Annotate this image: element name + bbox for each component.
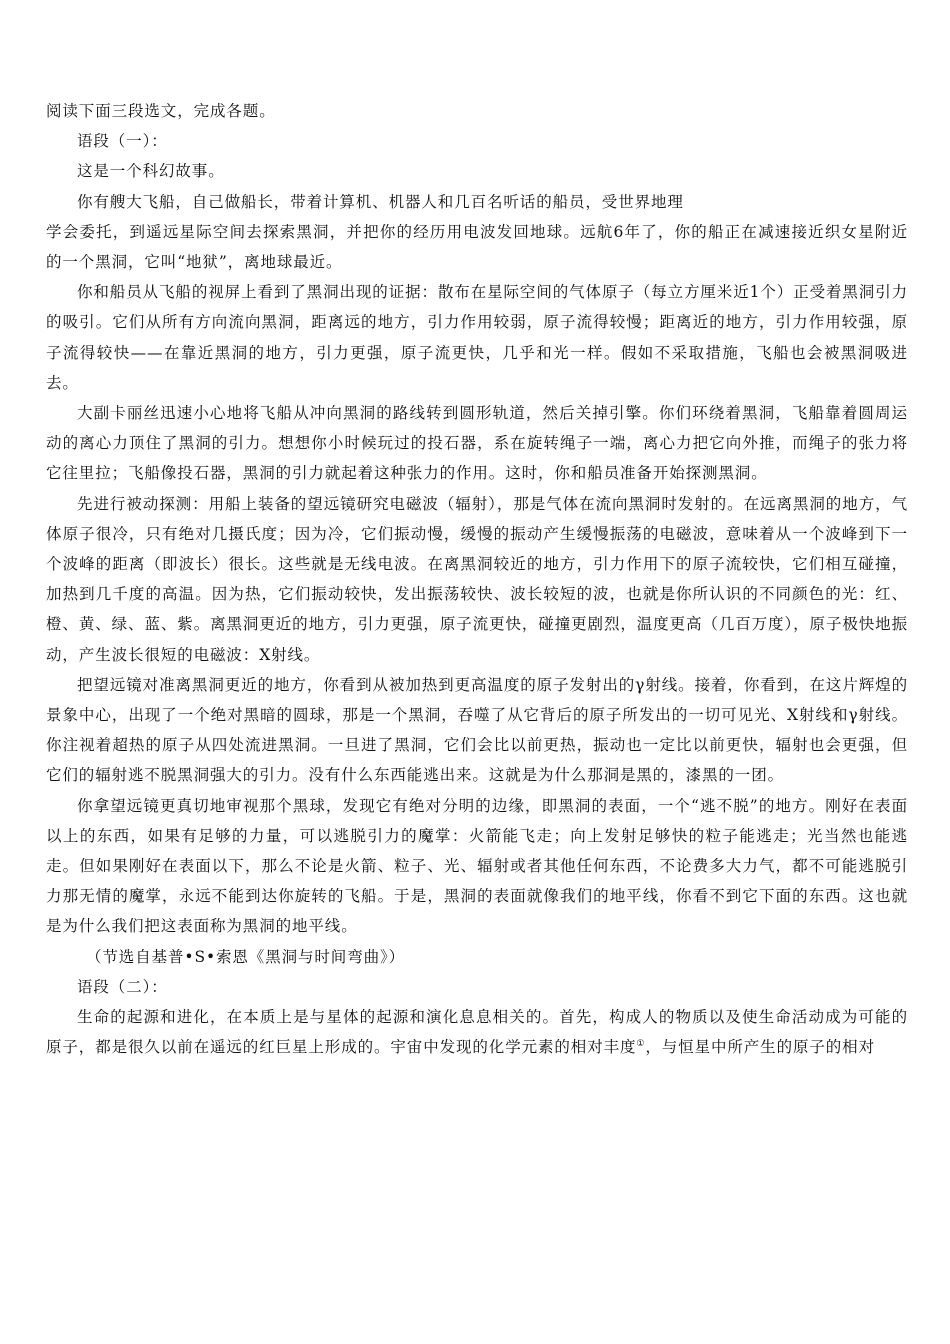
section1-heading: 语段（一）：: [77, 132, 168, 151]
instruction: 阅读下面三段选文，完成各题。: [46, 102, 276, 120]
paragraph: 先进行被动探测：用船上装备的望远镜研究电磁波（辐射），那是气体在流向黑洞时发射的。在远离黑洞的地方，气体原子很冷，只有绝对几摄氏度；因为冷，它们振动慢，缓慢的振动产生缓慢振荡的电磁波，意味着从一个波峰到下一个波峰的距离（即波长）很长。这些就是无线电波。在离黑洞较近的地方，引力作用下的原子流较快，它们相互碰撞，加热到几千度的高温。因为热，它们振动较快，发出振荡较快、波长较短的波，也就是你所认识的不同颜色的光：红、橙、黄、绿、蓝、紫。离黑洞更近的地方，引力更强，原子流更快，碰撞更剧烈，温度更高（几百万度），原子极快地振动，产生波长很短的电磁波：X射线。: [46, 494, 908, 664]
footnote-marker: ①: [636, 1039, 646, 1050]
document-body: [46, 96, 908, 1063]
source-citation: （节选自基普•S•索恩《黑洞与时间弯曲》）: [86, 947, 406, 966]
section2-heading: 语段（二）：: [77, 977, 168, 996]
paragraph: [46, 1002, 908, 1062]
paragraph: 这是一个科幻故事。: [77, 162, 225, 181]
paragraph: 你拿望远镜更真切地审视那个黑球，发现它有绝对分明的边缘，即黑洞的表面，一个“逃不脱”的地方。刚好在表面以上的东西，如果有足够的力量，可以逃脱引力的魔掌：火箭能飞走；向上发射足够快的粒子能逃走；光当然也能逃走。但如果刚好在表面以下，那么不论是火箭、粒子、光、辐射或者其他任何东西，不论费多大力气，都不可能逃脱引力那无情的魔掌，永远不能到达你旋转的飞船。于是，黑洞的表面就像我们的地平线，你看不到它下面的东西。这也就是为什么我们把这表面称为黑洞的地平线。: [46, 796, 908, 936]
paragraph: 把望远镜对准离黑洞更近的地方，你看到从被加热到更高温度的原子发射出的γ射线。接着，你看到，在这片辉煌的景象中心，出现了一个绝对黑暗的圆球，那是一个黑洞，吞噬了从它背后的原子所发出的一切可见光、X射线和γ射线。你注视着超热的原子从四处流进黑洞。一旦进了黑洞，它们会比以前更热，振动也一定比以前更快，辐射也会更强，但它们的辐射逃不脱黑洞强大的引力。没有什么东西能逃出来。这就是为什么那洞是黑的，漆黑的一团。: [46, 675, 908, 785]
paragraph-text: 生命的起源和进化，在本质上是与星体的起源和演化息息相关的。首先，构成人的物质以及使生命活动成为可能的原子，都是很久以前在遥远的红巨星上形成的。宇宙中发现的化学元素的相对丰度: [46, 1008, 908, 1057]
paragraph: 你和船员从飞船的视屏上看到了黑洞出现的证据：散布在星际空间的气体原子（每立方厘米近1个）正受着黑洞引力的吸引。它们从所有方向流向黑洞，距离远的地方，引力作用较弱，原子流得较慢；距离近的地方，引力作用较强，原子流得较快——在靠近黑洞的地方，引力更强，原子流更快，几乎和光一样。假如不采取措施，飞船也会被黑洞吸进去。: [46, 283, 908, 392]
paragraph: 大副卡丽丝迅速小心地将飞船从冲向黑洞的路线转到圆形轨道，然后关掉引擎。你们环绕着黑洞，飞船靠着圆周运动的离心力顶住了黑洞的引力。想想你小时候玩过的投石器，系在旋转绳子一端，离心力把它向外推，而绳子的张力将它往里拉；飞船像投石器，黑洞的引力就起着这种张力的作用。这时，你和船员准备开始探测黑洞。: [46, 404, 908, 483]
paragraph: 你有艘大飞船，自己做船长，带着计算机、机器人和几百名听话的船员，受世界地理: [77, 192, 684, 211]
paragraph-continuation: 学会委托，到遥远星际空间去探索黑洞，并把你的经历用电波发回地球。远航6年了，你的船正在减速接近织女星附近的一个黑洞，它叫“地狱”，离地球最近。: [46, 222, 908, 272]
paragraph-text: ，与恒星中所产生的原子的相对: [645, 1038, 875, 1057]
